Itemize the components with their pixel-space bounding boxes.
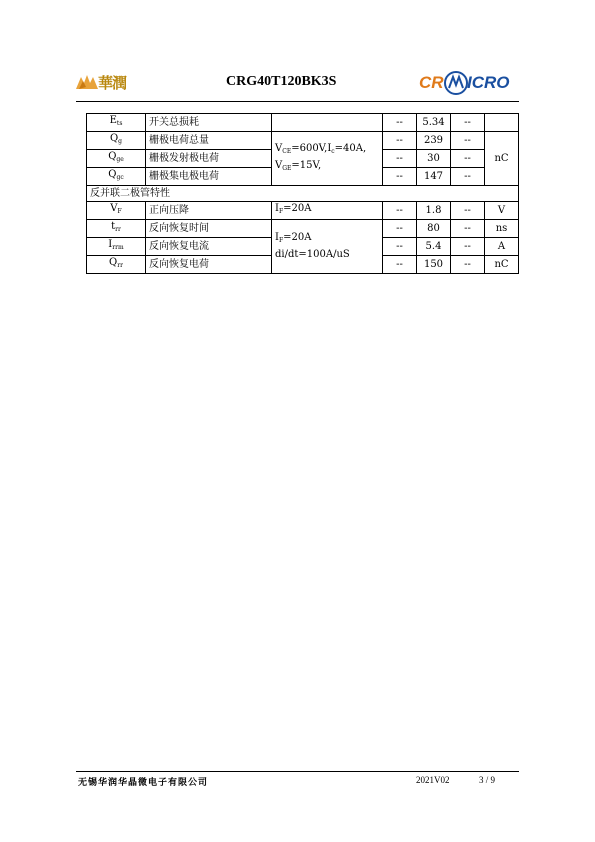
company-logo-icon <box>76 73 100 91</box>
company-logo-text: 華潤 <box>98 74 127 92</box>
symbol-cell: $V_F$ <box>87 202 146 220</box>
typ-cell: 150 <box>417 256 451 274</box>
min-cell: -- <box>383 168 417 186</box>
unit-cell <box>485 114 519 132</box>
gate-condition-cell: $V_{CE}=600V,I_c=40A$, $V_{GE}=15V$, <box>272 132 383 186</box>
symbol-cell: $E_{ts}$ <box>87 114 146 132</box>
gate-unit-cell: nC <box>485 132 519 186</box>
footer-company: 无锡华润华晶微电子有限公司 <box>78 778 209 788</box>
table-row <box>87 114 519 132</box>
symbol-cell: $Q_{rr}$ <box>87 256 146 274</box>
table-row <box>87 132 519 150</box>
min-cell: -- <box>383 114 417 132</box>
min-cell: -- <box>383 202 417 220</box>
company-logo <box>76 70 134 96</box>
min-cell: -- <box>383 238 417 256</box>
recovery-condition-cell: $I_F=20A$ di/dt=100A/uS <box>272 220 383 274</box>
max-cell: -- <box>451 150 485 168</box>
parameter-cell: 栅极发射极电荷 <box>146 150 272 168</box>
max-cell: -- <box>451 132 485 150</box>
footer-page-number: 3 / 9 <box>479 775 496 785</box>
min-cell: -- <box>383 132 417 150</box>
unit-cell: ns <box>485 220 519 238</box>
brand-logo-emblem-icon <box>444 68 468 98</box>
symbol-cell: $t_{rr}$ <box>87 220 146 238</box>
parameter-cell: 反向恢复时间 <box>146 220 272 238</box>
condition-cell: $I_F=20A$ <box>272 202 383 220</box>
spec-table <box>86 113 519 274</box>
symbol-cell: $Q_g$ <box>87 132 146 150</box>
max-cell: -- <box>451 238 485 256</box>
parameter-cell: 正向压降 <box>146 202 272 220</box>
typ-cell: 80 <box>417 220 451 238</box>
condition-cell <box>272 114 383 132</box>
symbol-cell: $I_{rrm}$ <box>87 238 146 256</box>
unit-cell: nC <box>485 256 519 274</box>
brand-logo <box>419 68 519 98</box>
header-rule <box>76 101 519 102</box>
parameter-cell: 栅极电荷总量 <box>146 132 272 150</box>
max-cell: -- <box>451 256 485 274</box>
typ-cell: 5.4 <box>417 238 451 256</box>
brand-logo-micro: ICRO <box>467 73 510 92</box>
parameter-cell: 栅极集电极电荷 <box>146 168 272 186</box>
typ-cell: 1.8 <box>417 202 451 220</box>
typ-cell: 5.34 <box>417 114 451 132</box>
typ-cell: 30 <box>417 150 451 168</box>
symbol-cell: $Q_{gc}$ <box>87 168 146 186</box>
table-row <box>87 220 519 238</box>
symbol-cell: $Q_{ge}$ <box>87 150 146 168</box>
typ-cell: 147 <box>417 168 451 186</box>
min-cell: -- <box>383 220 417 238</box>
footer-version: 2021V02 <box>416 775 450 785</box>
unit-cell: V <box>485 202 519 220</box>
parameter-cell: 开关总损耗 <box>146 114 272 132</box>
table-row <box>87 202 519 220</box>
unit-cell: A <box>485 238 519 256</box>
section-row <box>87 186 519 202</box>
min-cell: -- <box>383 150 417 168</box>
max-cell: -- <box>451 168 485 186</box>
typ-cell: 239 <box>417 132 451 150</box>
max-cell: -- <box>451 220 485 238</box>
min-cell: -- <box>383 256 417 274</box>
parameter-cell: 反向恢复电荷 <box>146 256 272 274</box>
section-title: 反并联二极管特性 <box>87 186 519 202</box>
document-title: CRG40T120BK3S <box>226 74 337 89</box>
max-cell: -- <box>451 114 485 132</box>
page-header <box>76 66 519 100</box>
footer-rule <box>76 771 519 772</box>
max-cell: -- <box>451 202 485 220</box>
parameter-cell: 反向恢复电流 <box>146 238 272 256</box>
brand-logo-cr: CR <box>419 73 444 92</box>
